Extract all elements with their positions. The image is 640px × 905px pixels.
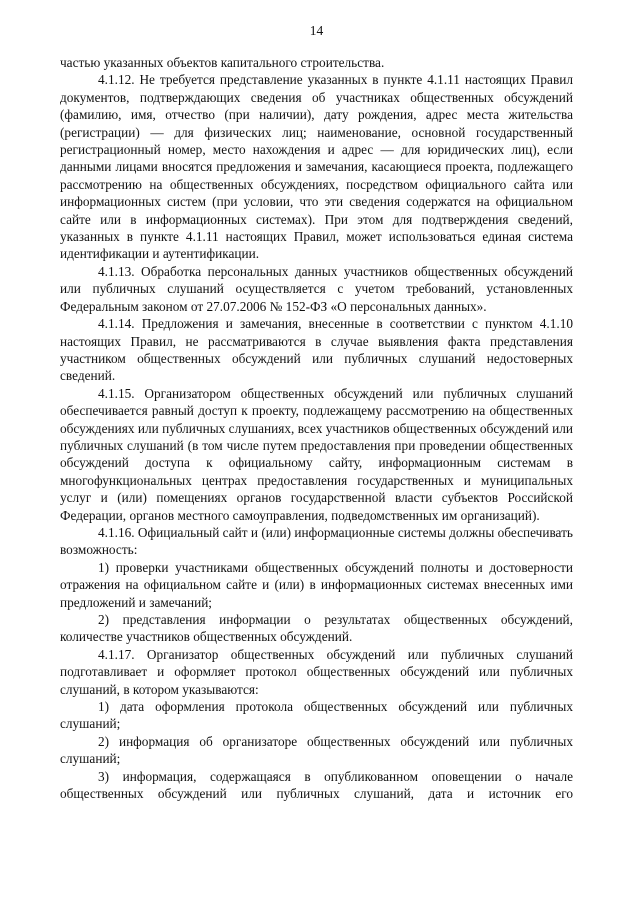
page-number: 14	[309, 23, 324, 38]
list-item-4-1-16-2: 2) представления информации о результатах общественных обсуждений, количестве участников общественных обсуждений.	[60, 612, 573, 645]
paragraph-4-1-16: 4.1.16. Официальный сайт и (или) информационные системы должны обеспечивать возможность:	[60, 524, 573, 558]
list-item-4-1-17-2: 2) информация об организаторе общественных обсуждений или публичных слушаний;	[60, 733, 573, 767]
list-item-4-1-16-1: 1) проверки участниками общественных обсуждений полноты и достоверности отражения на официальном сайте и (или) в информационных системах внесенных ими предложений и замечаний;	[60, 559, 573, 610]
body-text	[60, 54, 573, 802]
paragraph-4-1-13: 4.1.13. Обработка персональных данных участников общественных обсуждений или публичных слушаний осуществляется с учетом требований, установленных Федеральным законом от 27.07.2006 № 152-ФЗ «О персональных данных».	[60, 263, 573, 314]
paragraph-continuation: частью указанных объектов капитального строительства.	[60, 55, 385, 70]
paragraph-4-1-17: 4.1.17. Организатор общественных обсуждений или публичных слушаний подготавливает и оформляет протокол общественных обсуждений или публичных слушаний, в котором указываются:	[60, 646, 573, 697]
paragraph-4-1-12: 4.1.12. Не требуется представление указанных в пункте 4.1.11 настоящих Правил документов, подтверждающих сведения об участниках общественных обсуждений (фамилию, имя, отчество (при наличии), дату рождения, адрес места жительства (регистрации) — для физических лиц; наименование, основной государственный регистрационный номер, место нахождения и адрес — для юридических лиц), если данными лицами вносятся предложения и замечания, касающиеся проекта, подлежащего рассмотрению на общественных обсуждениях, посредством официального сайта или информационных систем (при условии, что эти сведения содержатся на официальном сайте или в информационных системах). При этом для подтверждения сведений, указанных в пункте 4.1.11 настоящих Правил, может использоваться единая система идентификации и аутентификации.	[60, 72, 573, 262]
paragraph-4-1-15: 4.1.15. Организатором общественных обсуждений или публичных слушаний обеспечивается равный доступ к проекту, подлежащему рассмотрению на общественных обсуждениях или публичных слушаниях, всех участников общественных обсуждений или публичных слушаний (в том числе путем предоставления при проведении общественных обсуждений доступа к официальному сайту, информационным системам в многофункциональных центрах предоставления государственных и муниципальных услуг и (или) помещениях органов государственной власти субъектов Российской Федерации, органов местного самоуправления, подведомственных им организаций).	[60, 385, 573, 523]
paragraph-4-1-14: 4.1.14. Предложения и замечания, внесенные в соответствии с пунктом 4.1.10 настоящих Правил, не рассматриваются в случае выявления факта представления участником общественных обсуждений или публичных слушаний недостоверных сведений.	[60, 316, 573, 384]
list-item-4-1-17-1: 1) дата оформления протокола общественных обсуждений или публичных слушаний;	[60, 699, 573, 732]
list-item-4-1-17-3: 3) информация, содержащаяся в опубликованном оповещении о начале общественных обсуждений или публичных слушаний, дата и источник его	[60, 768, 573, 802]
